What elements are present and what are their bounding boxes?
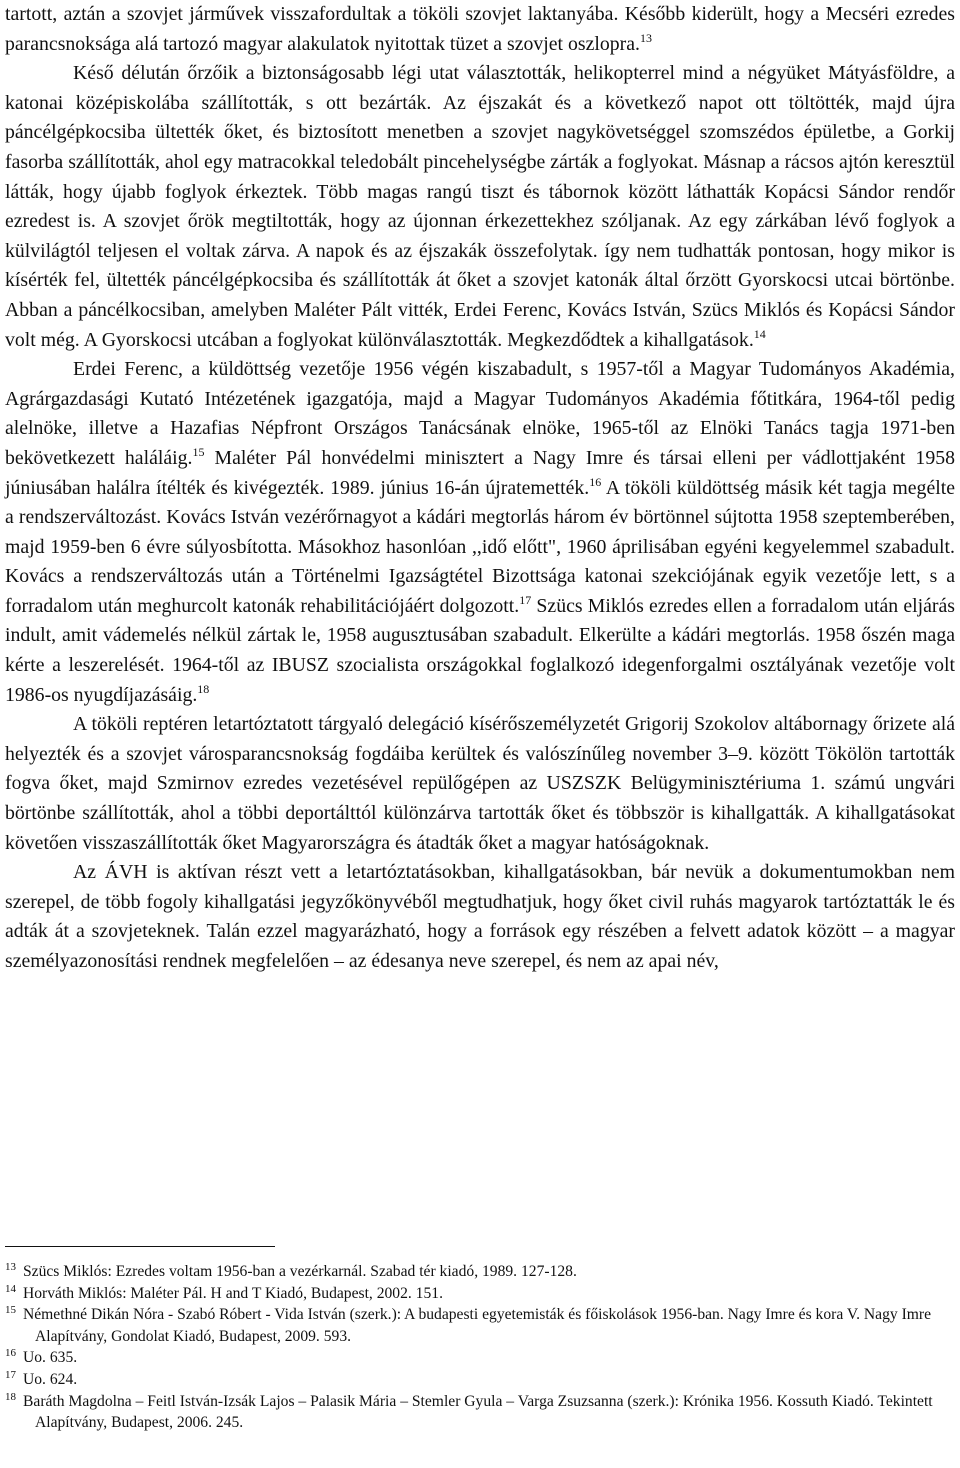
- footnote-item: $^{13}$ Szücs Miklós: Ezredes voltam 1956-ban a vezérkarnál. Szabad tér kiadó, 1989. 127-128.: [5, 1261, 577, 1280]
- footnotes-section: [5, 1246, 955, 1434]
- footnote-list: [5, 1261, 955, 1434]
- footnote-ref: 17: [519, 592, 532, 607]
- footnote-text: Baráth Magdolna – Feitl István-Izsák Lajos – Palasik Mária – Stemler Gyula – Varga Zsuzsanna (szerk.): Krónika 1956. Kossuth Kiadó. Tekintett Alapítvány, Budapest, 2006. 245.: [23, 1392, 933, 1432]
- footnote-text: Némethné Dikán Nóra - Szabó Róbert - Vida István (szerk.): A budapesti egyetemisták és főiskolások 1956-ban. Nagy Imre és kora V. Nagy Imre Alapítvány, Gondolat Kiadó, Budapest, 2009. 593.: [23, 1306, 932, 1345]
- text-run: A tököli küldöttség másik két tagja megélte a rendszerváltozást. Kovács István vezérőrnagyot a kádári megtorlás három év börtönnel sújtotta 1958 szeptemberében, majd 1959-ben 6 évre súlyosbította. Másokhoz hasonlóan ,,idő előtt", 1960 áprilisában egyéni kegyelemmel szabadult. Kovács a rendszerváltozás után a Történelmi Igazságtétel Bizottsága katonai szekciójának egyik vezetője lett, s a forradalom után meghurcolt katonák rehabilitációjáért dolgozott.: [5, 476, 955, 617]
- text-run: Maléter Pál honvédelmi minisztert a Nagy Imre és társai elleni per vádlottjaként 1958 júniusában halálra ítélték és kivégezték. 1989. június 16-án újratemették.: [5, 446, 955, 499]
- footnote-item: $^{14}$ Horváth Miklós: Maléter Pál. H and T Kiadó, Budapest, 2002. 151.: [5, 1282, 443, 1302]
- footnote-ref: 15: [192, 444, 205, 459]
- footnote-text: Szücs Miklós: Ezredes voltam 1956-ban a vezérkarnál. Szabad tér kiadó, 1989. 127-128.: [23, 1263, 577, 1280]
- footnote-ref: 14: [753, 326, 766, 341]
- text-run: Késő délután őrzőik a biztonságosabb légi utat választották, helikopterrel mind a négyüket Mátyásföldre, a katonai középiskolába szállították, s ott bezárták. Az éjszakát és a következő napot ott töltötték, majd újra páncélgépkocsiba ültették őket, és biztosított menetben a szovjet nagykövetséggel szomszédos épületbe, a Gorkij fasorba szállították, ahol egy matracokkal teledobált pincehelységbe zárták a foglyokat. Másnap a rácsos ajtón keresztül látták, hogy újabb foglyok érkeztek. Több magas rangú tiszt és tábornok között láthatták Kopácsi Sándor rendőr ezredest is. A szovjet őrök megtiltották, hogy az újonnan érkezettekhez szóljanak. Az egy zárkában lévő foglyok a külvilágtól teljesen el voltak zárva. A napok és az éjszakák összefolytak. így nem tudhatták pontosan, hogy mikor is kísérték fel, ültették páncélgépkocsiba és szállították át őket a szovjet katonák által őrzött Gyorskocsi utcai börtönbe. Abban a páncélkocsiban, amelyben Maléter Pált vitték, Erdei Ferenc, Kovács István, Szücs Miklós és Kopácsi Sándor volt még. A Gyorskocsi utcában a foglyokat különválasztották. Megkezdődtek a kihallgatások.: [5, 62, 955, 351]
- footnote-ref: 13: [639, 30, 652, 45]
- paragraph-p4: [5, 710, 955, 858]
- text-run: A tököli reptéren letartóztatott tárgyaló delegáció kísérőszemélyzetét Grigorij Szokolov altábornagy őrizete alá helyezték és a szovjet városparancsnokság fogdáiba kerültek és valószínűleg november 3–9. között Tökölön tartották fogva őket, majd Szmirnov ezredes vezetésével repülőgépen az USZSZK Belügyminisztériuma 1. számú ungvári börtönbe szállították, ahol a többi deportálttól különzárva tartották őket és többször is kihallgatták. A kihallgatásokat követően visszaszállították őket Magyarországra és átadták őket a magyar hatóságoknak.: [5, 713, 955, 854]
- footnote-separator: [5, 1246, 275, 1247]
- text-run: tartott, aztán a szovjet járművek visszafordultak a tököli szovjet laktanyába. Később kiderült, hogy a Mecséri ezredes parancsnoksága alá tartozó magyar alakulatok nyitottak tüzet a szovjet oszlopra.: [5, 3, 955, 55]
- footnote-text: Horváth Miklós: Maléter Pál. H and T Kiadó, Budapest, 2002. 151.: [23, 1284, 443, 1302]
- footnote-item: $^{15}$ Némethné Dikán Nóra - Szabó Róbert - Vida István (szerk.): A budapesti egyetemisták és főiskolások 1956-ban. Nagy Imre és kora V. Nagy Imre Alapítvány, Gondolat Kiadó, Budapest, 2009. 593.: [5, 1304, 932, 1345]
- footnote-text: Uo. 635.: [23, 1349, 78, 1367]
- main-text: [5, 0, 955, 977]
- paragraph-p2: [5, 59, 955, 355]
- footnote-text: Uo. 624.: [23, 1370, 78, 1388]
- text-run: Szücs Miklós ezredes ellen a forradalom után eljárás indult, amit vádemelés nélkül zártak le, 1958 augusztusában szabadult. Elkerülte a kádári megtorlás. 1958 őszén maga kérte a leszerelését. 1964-től az IBUSZ szocialista országokkal foglalkozó idegenforgalmi osztályának vezetője volt 1986-os nyugdíjazásáig.: [5, 594, 955, 706]
- text-run: Erdei Ferenc, a küldöttség vezetője 1956 végén kiszabadult, s 1957-től a Magyar Tudományos Akadémia, Agrárgazdasági Kutató Intézetének igazgatója, majd a Magyar Tudományos Akadémia főtitkára, 1964-től pedig alelnöke, illetve a Hazafias Népfront Országos Tanácsának elnöke, 1965-től az Elnöki Tanács tagja 1971-ben bekövetkezett haláláig.: [5, 358, 955, 469]
- footnote-ref: 18: [197, 681, 210, 696]
- footnote-item: $^{17}$ Uo. 624.: [5, 1368, 78, 1388]
- text-run: Az ÁVH is aktívan részt vett a letartóztatásokban, kihallgatásokban, bár nevük a dokumentumokban nem szerepel, de több fogoly kihallgatási jegyzőkönyvéből megtudhatjuk, hogy őket civil ruhás magyarok tartóztatták le és adták át a szovjeteknek. Talán ezzel magyarázható, hogy a források egy részében a felvett adatok között – a magyar személyazonosítási rendnek megfelelően – az édesanya neve szerepel, és nem az apai név,: [5, 861, 955, 972]
- paragraph-p1: [5, 0, 955, 59]
- footnote-item: $^{18}$ Baráth Magdolna – Feitl István-Izsák Lajos – Palasik Mária – Stemler Gyula – Varga Zsuzsanna (szerk.): Krónika 1956. Kossuth Kiadó. Tekintett Alapítvány, Budapest, 2006. 245.: [5, 1390, 933, 1432]
- footnote-ref: 16: [589, 474, 602, 489]
- paragraph-p5: [5, 858, 955, 976]
- footnote-item: $^{16}$ Uo. 635.: [5, 1347, 78, 1367]
- paragraph-p3: [5, 355, 955, 710]
- document-page: [5, 0, 955, 1468]
